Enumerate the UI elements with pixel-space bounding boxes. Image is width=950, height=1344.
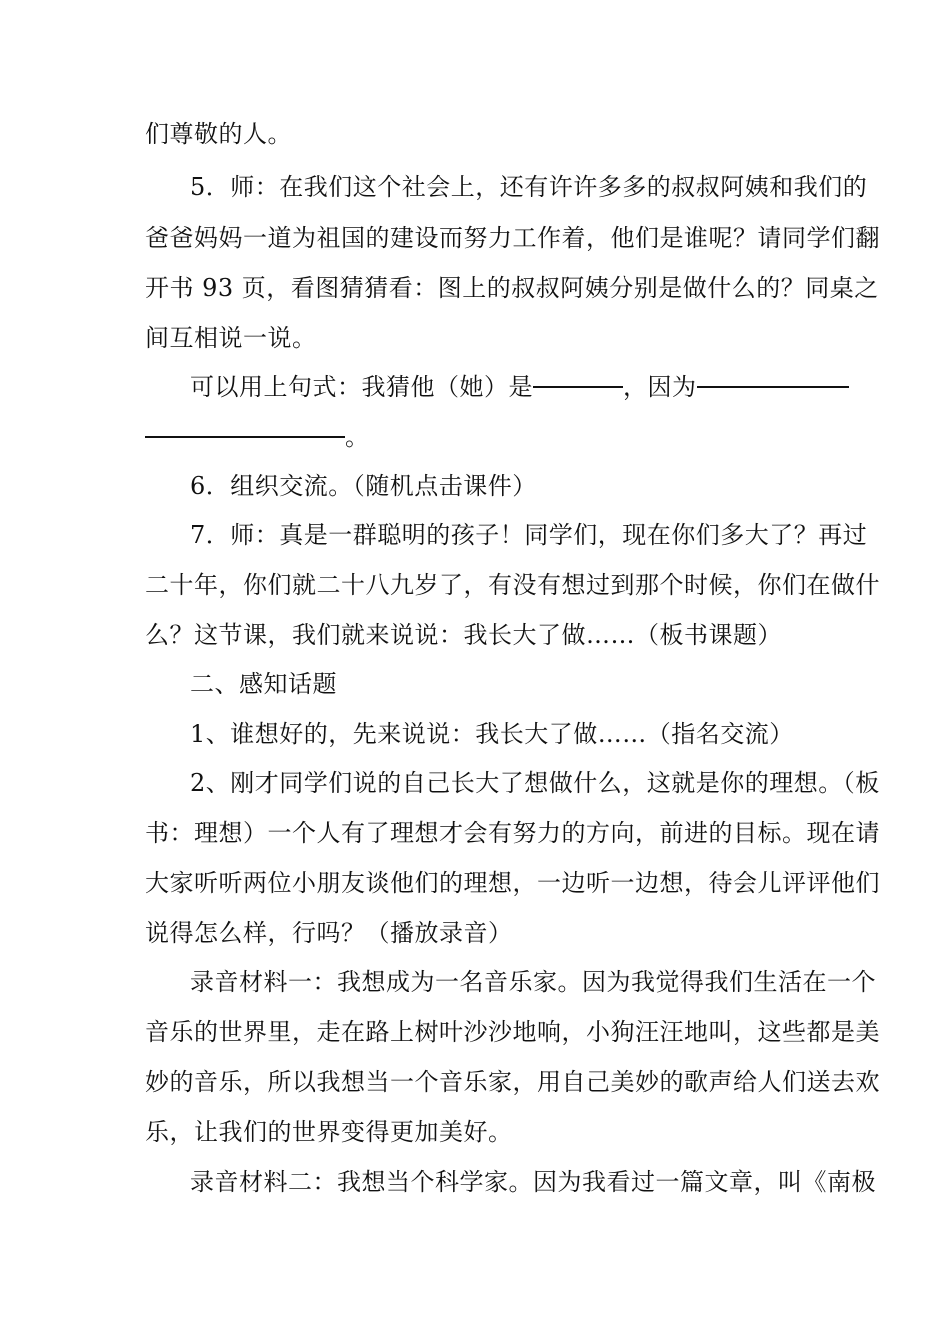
text-line: 间互相说一说。 xyxy=(145,324,317,352)
text-line: 7．师：真是一群聪明的孩子！同学们，现在你们多大了？再过 xyxy=(190,521,868,549)
blank-line xyxy=(533,386,623,388)
text-line: 开书 93 页，看图猜猜看：图上的叔叔阿姨分别是做什么的？同桌之 xyxy=(145,274,879,302)
text-line: 么？这节课，我们就来说说：我长大了做……（板书课题） xyxy=(145,621,782,649)
text-segment: ，因为 xyxy=(623,373,697,401)
text-line: 6．组织交流。（随机点击课件） xyxy=(190,472,537,500)
blank-line xyxy=(145,436,345,438)
text-line: 录音材料一：我想成为一名音乐家。因为我觉得我们生活在一个 xyxy=(190,968,876,996)
text-line: 乐，让我们的世界变得更加美好。 xyxy=(145,1118,513,1146)
text-line: 说得怎么样，行吗？（播放录音） xyxy=(145,919,513,947)
section-heading: 二、感知话题 xyxy=(190,670,337,698)
blank-line xyxy=(697,386,849,388)
text-line: 2、刚才同学们说的自己长大了想做什么，这就是你的理想。（板 xyxy=(190,769,880,797)
text-line: 们尊敬的人。 xyxy=(145,120,292,148)
sentence-pattern-line xyxy=(190,371,860,403)
text-line: 1、谁想好的，先来说说：我长大了做……（指名交流） xyxy=(190,720,794,748)
sentence-pattern-line-2 xyxy=(145,421,815,453)
text-line: 书：理想）一个人有了理想才会有努力的方向，前进的目标。现在请 xyxy=(145,819,880,847)
text-line: 二十年，你们就二十八九岁了，有没有想过到那个时候，你们在做什 xyxy=(145,571,880,599)
text-line: 5．师：在我们这个社会上，还有许许多多的叔叔阿姨和我们的 xyxy=(190,173,868,201)
text-line: 大家听听两位小朋友谈他们的理想，一边听一边想，待会儿评评他们 xyxy=(145,869,880,897)
text-segment: 。 xyxy=(345,423,370,451)
text-line: 音乐的世界里，走在路上树叶沙沙地响，小狗汪汪地叫，这些都是美 xyxy=(145,1018,880,1046)
text-segment: 可以用上句式：我猜他（她）是 xyxy=(190,373,533,401)
text-line: 录音材料二：我想当个科学家。因为我看过一篇文章，叫《南极 xyxy=(190,1168,876,1196)
text-line: 妙的音乐，所以我想当一个音乐家，用自己美妙的歌声给人们送去欢 xyxy=(145,1068,880,1096)
text-line: 爸爸妈妈一道为祖国的建设而努力工作着，他们是谁呢？请同学们翻 xyxy=(145,224,880,252)
